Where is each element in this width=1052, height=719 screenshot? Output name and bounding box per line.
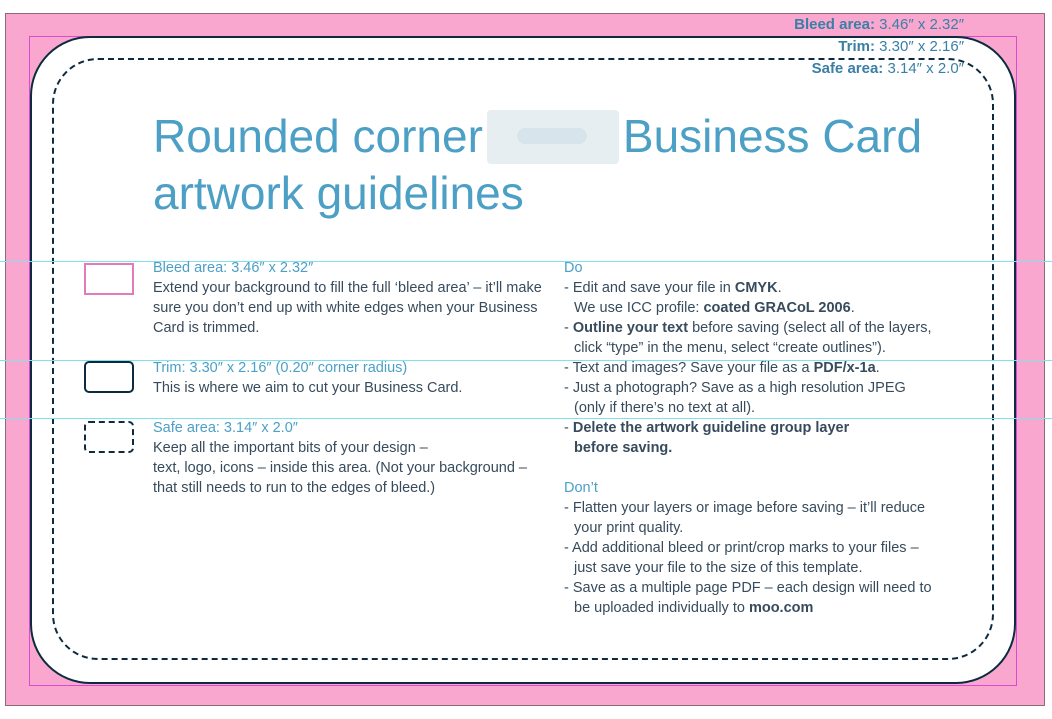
list-item: - Text and images? Save your file as a PDF/x-1a.	[564, 360, 880, 376]
dont-section: Don’t - Flatten your layers or image before saving – it’ll reduce your print quality. - Add additional bleed or print/crop marks to your files – just save your file to the size of this template. - Save as a multiple page PDF – each design will need to be uploaded individually to moo.com	[564, 478, 984, 618]
list-item: We use ICC profile: coated GRACoL 2006.	[574, 300, 855, 316]
safe-description: Safe area: 3.14″ x 2.0″ Keep all the important bits of your design – text, logo, icons – inside this area. (Not your background – that still needs to run to the edges of bleed.)	[153, 420, 527, 496]
safe-symbol	[84, 421, 134, 453]
trim-symbol	[84, 361, 134, 393]
safe-label: Safe area: 3.14″ x 2.0″	[811, 60, 964, 77]
legend-column	[153, 258, 543, 498]
page-title: Rounded corner Business Card artwork guidelines	[153, 110, 923, 219]
list-item: - Save as a multiple page PDF – each design will need to	[564, 580, 932, 596]
moo-link-text: moo.com	[748, 600, 814, 616]
do-section: Do - Edit and save your file in CMYK. We use ICC profile: coated GRACoL 2006. - Outline your text before saving (select all of the layers, click “type” in the menu, select “create outlines”). - Text and images? Save your file as a PDF/x-1a. - Just a photograph? Save as a high resolution JPEG (only if there’s no text at all). - Delete the artwork guideline group layer before saving.	[564, 258, 984, 458]
redacted-block	[487, 110, 619, 164]
list-item: - Add additional bleed or print/crop marks to your files –	[564, 540, 919, 556]
bleed-label: Bleed area: 3.46″ x 2.32″	[794, 16, 964, 33]
list-item: - Just a photograph? Save as a high resolution JPEG	[564, 380, 906, 396]
instructions-column	[564, 258, 984, 618]
corner-labels	[794, 14, 964, 80]
bleed-description: Bleed area: 3.46″ x 2.32″ Extend your background to fill the full ‘bleed area’ – it’ll make sure you don’t end up with white edges when your Business Card is trimmed.	[153, 260, 542, 336]
list-item: - Flatten your layers or image before saving – it’ll reduce	[564, 500, 926, 516]
trim-label: Trim: 3.30″ x 2.16″	[838, 38, 964, 55]
bleed-symbol	[84, 263, 134, 295]
list-item: - Edit and save your file in CMYK.	[564, 280, 782, 296]
trim-description: Trim: 3.30″ x 2.16″ (0.20″ corner radius) This is where we aim to cut your Business Card.	[153, 360, 463, 396]
list-item: - Delete the artwork guideline group layer	[564, 420, 850, 436]
list-item: - Outline your text before saving (select all of the layers,	[564, 320, 932, 336]
